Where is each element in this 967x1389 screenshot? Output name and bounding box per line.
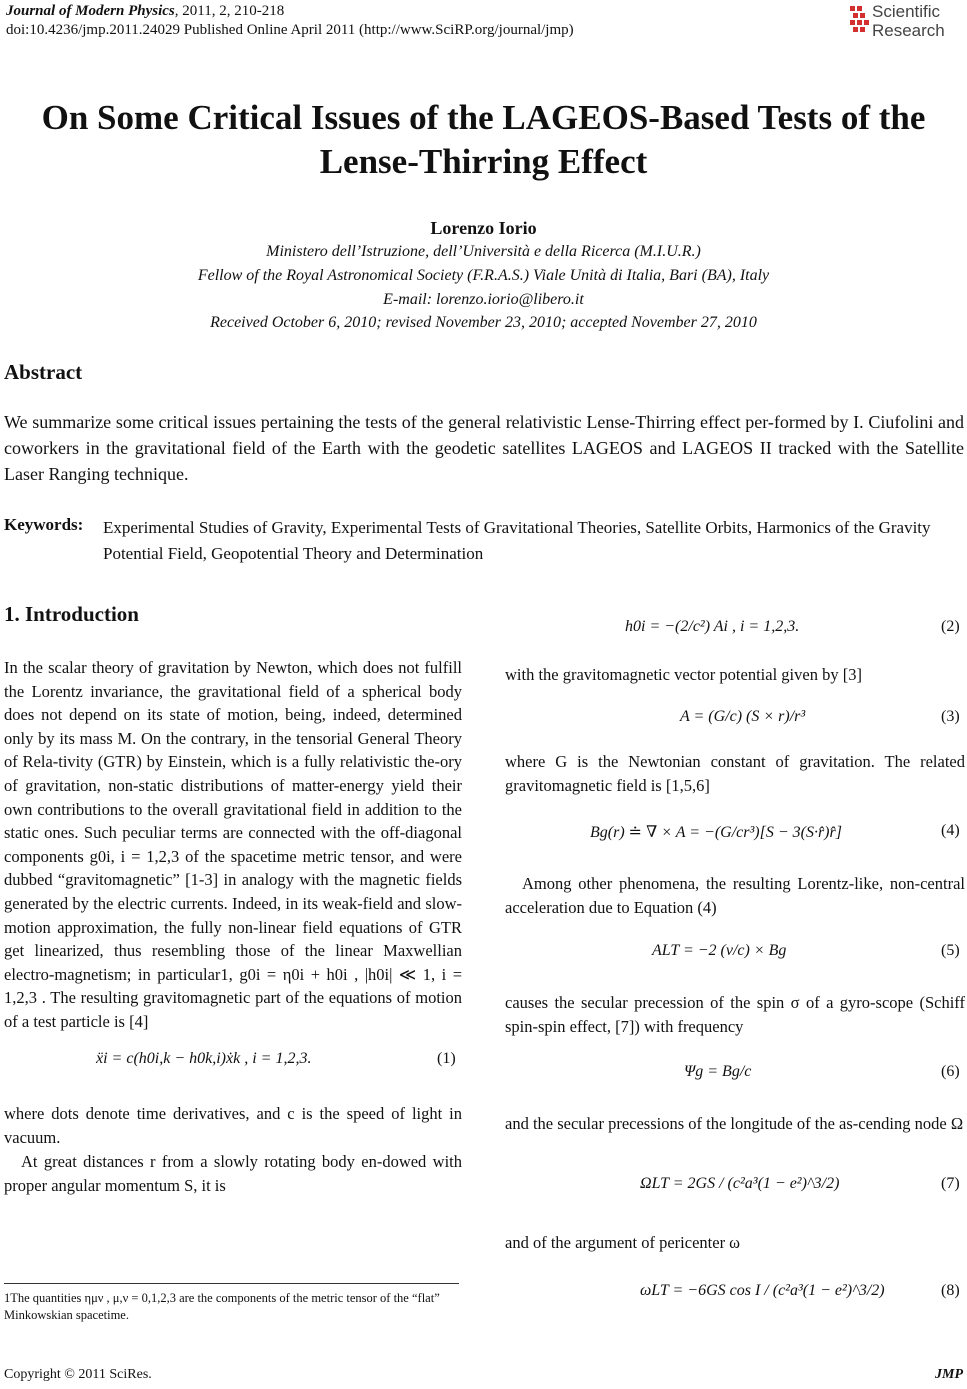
equation-3-number: (3) (941, 708, 960, 725)
equation-6-number: (6) (941, 1063, 960, 1080)
title-line-2: Lense-Thirring Effect (319, 142, 648, 181)
equation-5: ALT = −2 (v/c) × Bg (652, 942, 787, 959)
journal-title: Journal of Modern Physics (6, 3, 175, 19)
footnote-rule (4, 1283, 459, 1284)
text-spin-precession: causes the secular precession of the spin σ of a gyro-scope (Schiff spin-spin effect, [7]) with frequency (505, 993, 965, 1036)
intro-paragraph-2: where dots denote time derivatives, and c is the speed of light in vacuum. (4, 1104, 462, 1147)
logo-line-1: Scientific (872, 2, 941, 21)
equation-2-number: (2) (941, 618, 960, 635)
journal-name (6, 3, 284, 20)
received-dates: Received October 6, 2010; revised November 23, 2010; accepted November 27, 2010 (210, 314, 757, 331)
text-lorentz-acceleration: Among other phenomena, the resulting Lorentz-like, non-central acceleration due to Equation (4) (505, 874, 965, 917)
doi-line: doi:10.4236/jmp.2011.24029 Published Online April 2011 (http://www.SciRP.org/journal/jmp) (6, 22, 574, 38)
journal-volume-info: , 2011, 2, 210-218 (174, 3, 285, 19)
equation-7-number: (7) (941, 1175, 960, 1192)
footer-copyright: Copyright © 2011 SciRes. (4, 1367, 152, 1382)
publisher-logo-icon (848, 4, 870, 34)
title-line-1: On Some Critical Issues of the LAGEOS-Based Tests of the (41, 98, 926, 137)
author-email: E-mail: lorenzo.iorio@libero.it (383, 291, 584, 308)
equation-4: Bg(r) ≐ ∇ × A = −(G/cr³)[S − 3(S·r̂)r̂] (590, 824, 842, 841)
equation-1-number: (1) (437, 1050, 456, 1067)
abstract-heading: Abstract (4, 360, 83, 384)
publisher-logo-text (872, 2, 945, 40)
author-name: Lorenzo Iorio (430, 218, 537, 238)
footer-journal-abbr: JMP (935, 1367, 963, 1382)
section-heading: 1. Introduction (4, 602, 139, 626)
publisher-logo (848, 2, 966, 46)
footnote: 1The quantities ημν , μ,ν = 0,1,2,3 are the components of the metric tensor of the “flat” Minkowskian spacetime. (4, 1291, 440, 1322)
text-vector-potential: with the gravitomagnetic vector potential given by [3] (505, 665, 862, 684)
equation-4-number: (4) (941, 822, 960, 839)
equation-3: A = (G/c) (S × r)/r³ (680, 708, 806, 725)
intro-paragraph-3: At great distances r from a slowly rotating body en-dowed with proper angular momentum S, it is (4, 1152, 462, 1195)
paper-title (0, 96, 967, 184)
equation-5-number: (5) (941, 942, 960, 959)
affiliation-1: Ministero dell’Istruzione, dell’Università e della Ricerca (M.I.U.R.) (266, 243, 701, 260)
logo-line-2: Research (872, 21, 945, 40)
keywords-label: Keywords: (4, 515, 84, 534)
equation-7: Ω̇LT = 2GS / (c²a³(1 − e²)^3/2) (640, 1175, 840, 1192)
equation-6: Ψg = Bg/c (684, 1063, 752, 1080)
intro-paragraph-1: In the scalar theory of gravitation by Newton, which does not fulfill the Lorentz invariance, the gravitational field of a spherical body does not depend on its state of motion, being, indeed, determined only by its mass M. On the contrary, in the tensorial General Theory of Rela-tivity (GTR) by Einstein, which is a fully relativistic the-ory of gravitation, non-static distributions of matter-energy yield their own contributions to the overall gravitational field in addition to the static ones. Such peculiar terms are connected with the off-diagonal components g0i, i = 1,2,3 of the spacetime metric tensor, and were dubbed “gravitomagnetic” [1-3] in analogy with the magnetic fields generated by the electric currents. Indeed, in its weak-field and slow-motion approximation, the fully non-linear field equations of GTR get linearized, thus resembling those of the linear Maxwellian electro-magnetism; in particular1, g0i = η0i + h0i , |h0i| ≪ 1, i = 1,2,3 . The resulting gravitomagnetic part of the equations of motion of a test particle is [4] (4, 658, 462, 1031)
text-pericenter: and of the argument of pericenter ω (505, 1233, 741, 1252)
abstract-text: We summarize some critical issues pertaining the tests of the general relativistic Lense-Thirring effect per-formed by I. Ciufolini and coworkers in the gravitational field of the Earth with the geodetic satellites LAGEOS and LAGEOS II tracked with the Satellite Laser Ranging technique. (4, 412, 964, 484)
equation-8-number: (8) (941, 1282, 960, 1299)
text-node-precession: and the secular precessions of the longitude of the as-cending node Ω (505, 1114, 964, 1133)
equation-8: ω̇LT = −6GS cos I / (c²a³(1 − e²)^3/2) (640, 1282, 885, 1299)
affiliation-2: Fellow of the Royal Astronomical Society (F.R.A.S.) Viale Unità di Italia, Bari (BA), Italy (197, 267, 770, 284)
equation-1: ẍi = c(h0i,k − h0k,i)ẋk , i = 1,2,3. (96, 1050, 312, 1067)
keywords-text: Experimental Studies of Gravity, Experimental Tests of Gravitational Theories, Satellite Orbits, Harmonics of the Gravity Potential Field, Geopotential Theory and Determination (103, 518, 931, 563)
equation-2: h0i = −(2/c²) Ai , i = 1,2,3. (625, 618, 800, 635)
text-newtonian-constant: where G is the Newtonian constant of gravitation. The related gravitomagnetic field is [1,5,6] (505, 752, 965, 795)
